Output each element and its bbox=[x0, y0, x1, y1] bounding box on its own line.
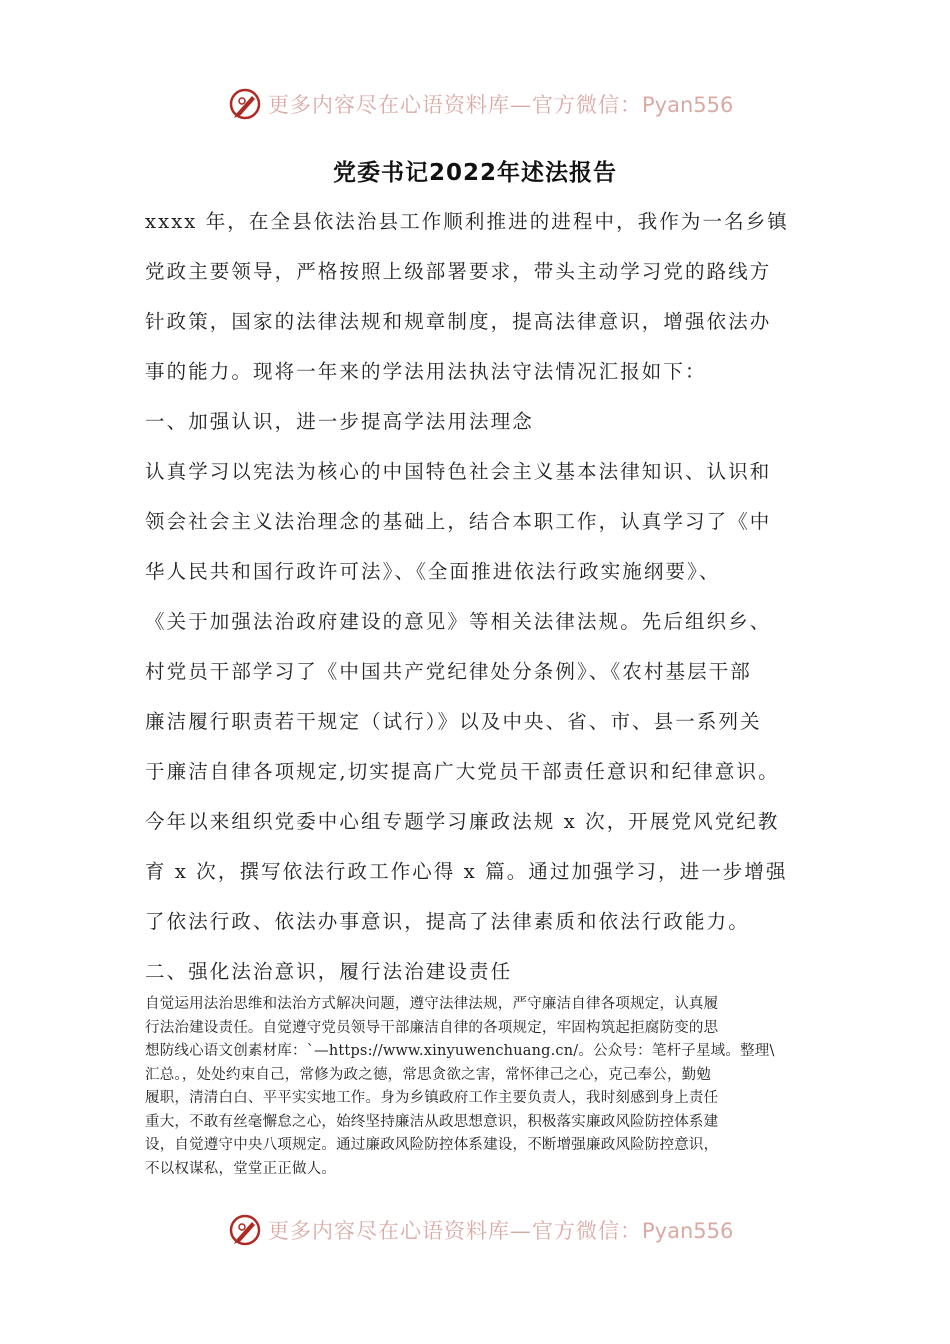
section-heading: 二、强化法治意识，履行法治建设责任 bbox=[145, 960, 513, 983]
paragraph-line: 育 x 次，撰写依法行政工作心得 x 篇。通过加强学习，进一步增强 bbox=[145, 860, 788, 883]
paragraph-line: 了依法行政、依法办事意识，提高了法律素质和依法行政能力。 bbox=[145, 910, 750, 933]
paragraph-line: 领会社会主义法治理念的基础上，结合本职工作，认真学习了《中 bbox=[145, 510, 772, 533]
small-paragraph-line: 不以权谋私，堂堂正正做人。 bbox=[145, 1160, 337, 1177]
document-title: 党委书记2022年述法报告 bbox=[332, 160, 617, 186]
small-paragraph-line: 想防线心语文创素材库：`—https://www.xinyuwenchuang.cn/。公众号：笔杆子星域。整理\ bbox=[145, 1043, 775, 1059]
paragraph-line: 《关于加强法治政府建设的意见》等相关法律法规。先后组织乡、 bbox=[145, 610, 772, 633]
watermark-banner-bottom bbox=[228, 1212, 733, 1248]
paragraph-line: 于廉洁自律各项规定,切实提高广大党员干部责任意识和纪律意识。 bbox=[145, 760, 780, 783]
paragraph-line: 今年以来组织党委中心组专题学习廉政法规 x 次，开展党风党纪教 bbox=[145, 810, 780, 833]
small-paragraph-line: 设，自觉遵守中央八项规定。通过廉政风险防控体系建设，不断增强廉政风险防控意识， bbox=[145, 1137, 719, 1153]
paragraph-line: 华人民共和国行政许可法》、《全面推进依法行政实施纲要》、 bbox=[145, 560, 721, 583]
watermark-banner-top bbox=[228, 86, 733, 122]
paragraph-line: 村党员干部学习了《中国共产党纪律处分条例》、《农村基层干部 bbox=[145, 660, 752, 683]
section-heading: 一、加强认识，进一步提高学法用法理念 bbox=[145, 410, 534, 433]
small-paragraph-line: 行法治建设责任。自觉遵守党员领导干部廉洁自律的各项规定，牢固构筑起拒腐防变的思 bbox=[145, 1019, 719, 1036]
watermark-text: 更多内容尽在心语资料库—官方微信：Pyan556 bbox=[268, 1219, 734, 1243]
pen-circle-logo-icon bbox=[228, 87, 262, 121]
pen-circle-logo-icon bbox=[228, 1213, 262, 1247]
paragraph-line: 党政主要领导，严格按照上级部署要求，带头主动学习党的路线方 bbox=[145, 260, 772, 283]
paragraph-line: 认真学习以宪法为核心的中国特色社会主义基本法律知识、认识和 bbox=[145, 460, 772, 483]
paragraph-line: xxxx 年，在全县依法治县工作顺利推进的进程中，我作为一名乡镇 bbox=[145, 210, 789, 233]
watermark-text: 更多内容尽在心语资料库—官方微信：Pyan556 bbox=[268, 93, 734, 117]
paragraph-line: 针政策，国家的法律法规和规章制度，提高法律意识，增强依法办 bbox=[145, 310, 772, 333]
small-paragraph-line: 汇总。，处处约束自己，常修为政之德，常思贪欲之害，常怀律己之心，克己奉公，勤勉 bbox=[145, 1066, 712, 1083]
small-paragraph-line: 履职，清清白白、平平实实地工作。身为乡镇政府工作主要负责人，我时刻感到身上责任 bbox=[145, 1090, 719, 1106]
small-paragraph-line: 自觉运用法治思维和法治方式解决问题，遵守法律法规，严守廉洁自律各项规定，认真履 bbox=[145, 996, 719, 1012]
paragraph-line: 廉洁履行职责若干规定（试行）》以及中央、省、市、县一系列关 bbox=[145, 710, 762, 733]
paragraph-line: 事的能力。现将一年来的学法用法执法守法情况汇报如下： bbox=[145, 360, 707, 383]
small-paragraph-line: 重大，不敢有丝毫懈怠之心，始终坚持廉洁从政思想意识，积极落实廉政风险防控体系建 bbox=[145, 1113, 719, 1130]
